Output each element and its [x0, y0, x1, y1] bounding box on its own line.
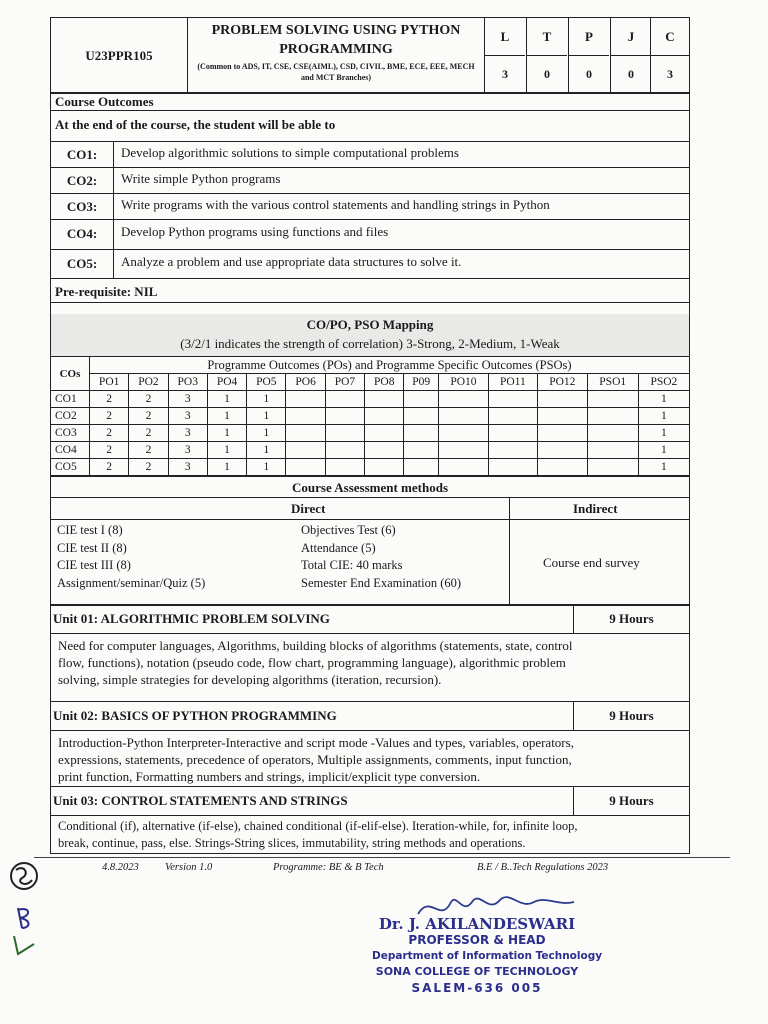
unit-01-content: Need for computer languages, Algorithms, building blocks of algorithms (statements, state, control flow, functions), notation (pseudo code, flow chart, programming language), algorithmic problem solving, simple strategies for developing algorithms (iteration, recursion). [58, 638, 573, 687]
mapping-cell [286, 408, 325, 425]
course-title-cell [188, 18, 485, 93]
stamp-college: SONA COLLEGE OF TECHNOLOGY [375, 965, 579, 978]
mapping-cell: 1 [207, 425, 246, 442]
mapping-cell: 2 [90, 425, 129, 442]
assessment-section [50, 476, 690, 606]
mapping-cell [286, 391, 325, 408]
course-header [50, 17, 690, 94]
mapping-co-label: CO3 [51, 425, 90, 442]
mapping-cell: 3 [168, 442, 207, 459]
outcome-row: CO4: Develop Python programs using functions and files [51, 219, 689, 250]
mapping-cell: 1 [207, 442, 246, 459]
indirect-survey: Course end survey [543, 555, 640, 570]
mapping-cell [365, 391, 404, 408]
mapping-co-label: CO4 [51, 442, 90, 459]
mapping-cell: 3 [168, 459, 207, 476]
stamp-department: Department of Information Technology [372, 950, 603, 962]
mapping-cell: 1 [247, 442, 286, 459]
unit-03-content: Conditional (if), alternative (if-else), chained conditional (if-elif-else). Iteration-while, for, infinite loop, break, continue, pass, else. Strings-String slices, immutability, string methods and operations. [58, 819, 578, 850]
mapping-cell [325, 459, 364, 476]
mapping-cell [325, 391, 364, 408]
mapping-cell [365, 425, 404, 442]
mapping-column-header: PSO1 [587, 374, 638, 391]
mapping-cell [488, 408, 537, 425]
mapping-cell [537, 442, 587, 459]
mapping-cell: 1 [247, 391, 286, 408]
mapping-cell [404, 408, 439, 425]
mapping-subtitle: (3/2/1 indicates the strength of correlation) 3-Strong, 2-Medium, 1-Weak [180, 336, 560, 351]
mapping-cell [404, 442, 439, 459]
stamp-designation: PROFESSOR & HEAD [408, 933, 546, 947]
mapping-cell [439, 459, 489, 476]
direct-label: Direct [291, 501, 326, 516]
assessment-title: Course Assessment methods [292, 480, 448, 495]
mapping-column-header: PO5 [247, 374, 286, 391]
credit-j: J 0 [611, 18, 651, 93]
mapping-cell: 2 [129, 425, 168, 442]
outcome-row: CO5: Analyze a problem and use appropriate data structures to solve it. [51, 249, 689, 279]
unit-01-header: Unit 01: ALGORITHMIC PROBLEM SOLVING 9 Hours [50, 604, 690, 634]
mapping-column-header: PO1 [90, 374, 129, 391]
mapping-cell [587, 408, 638, 425]
mapping-cell [537, 425, 587, 442]
mapping-row [51, 408, 690, 425]
mapping-row [51, 459, 690, 476]
mapping-column-header: PO8 [365, 374, 404, 391]
mapping-column-header: PO3 [168, 374, 207, 391]
mapping-cell [365, 442, 404, 459]
mapping-cell [537, 459, 587, 476]
mapping-cell: 1 [638, 408, 689, 425]
unit-02-header: Unit 02: BASICS OF PYTHON PROGRAMMING 9 Hours [50, 701, 690, 731]
mapping-co-label: CO1 [51, 391, 90, 408]
mapping-cell [404, 391, 439, 408]
course-outcomes-section [50, 92, 690, 315]
outcomes-heading: Course Outcomes [55, 94, 154, 109]
mapping-cell: 2 [90, 459, 129, 476]
mapping-cell [587, 459, 638, 476]
direct-list-right: Objectives Test (6) Attendance (5) Total CIE: 40 marks Semester End Examination (60) [301, 523, 462, 590]
mapping-column-header: PSO2 [638, 374, 689, 391]
cos-header: COs [51, 357, 90, 391]
mapping-cell [325, 408, 364, 425]
mapping-cell: 3 [168, 391, 207, 408]
mapping-cell [404, 459, 439, 476]
mapping-cell: 1 [247, 459, 286, 476]
unit-02-content: Introduction-Python Interpreter-Interactive and script mode -Values and types, variables, operators, expressions, statements, precedence of operators, Multiple assignments, comments, input function, print function, Formatting numbers and strings, implicit/explicit type conversion. [58, 735, 574, 784]
mapping-column-header: PO7 [325, 374, 364, 391]
mapping-cell: 3 [168, 408, 207, 425]
mapping-column-header: PO10 [439, 374, 489, 391]
mapping-cell [587, 425, 638, 442]
mapping-cell [286, 425, 325, 442]
mapping-row [51, 442, 690, 459]
mapping-cell: 2 [129, 391, 168, 408]
mapping-cell [439, 408, 489, 425]
mapping-cell [587, 391, 638, 408]
indirect-label: Indirect [573, 501, 618, 516]
mapping-cell [404, 425, 439, 442]
mapping-row [51, 391, 690, 408]
outcome-row: CO1: Develop algorithmic solutions to simple computational problems [51, 141, 689, 168]
mapping-cell [537, 391, 587, 408]
mapping-cell: 2 [90, 408, 129, 425]
mapping-cell [286, 459, 325, 476]
mapping-cell: 3 [168, 425, 207, 442]
common-to-branches: (Common to ADS, IT, CSE, CSE(AIML), CSD, CIVIL, BME, ECE, EEE, MECH and MCT Branches) [197, 62, 475, 82]
stamp-city: SALEM-636 005 [411, 981, 543, 995]
mapping-cell: 2 [90, 442, 129, 459]
mapping-cell [325, 425, 364, 442]
course-code: U23PPR105 [51, 18, 188, 93]
mapping-cell: 1 [207, 408, 246, 425]
mapping-cell [587, 442, 638, 459]
mapping-cell: 2 [129, 442, 168, 459]
mapping-co-label: CO5 [51, 459, 90, 476]
mapping-cell: 2 [129, 408, 168, 425]
mapping-cell: 2 [90, 391, 129, 408]
mapping-row [51, 425, 690, 442]
mapping-cell [365, 408, 404, 425]
programme-outcomes-header: Programme Outcomes (POs) and Programme Specific Outcomes (PSOs) [90, 357, 690, 374]
stamp-name: Dr. J. AKILANDESWARI [378, 915, 576, 933]
outcome-row: CO2: Write simple Python programs [51, 167, 689, 194]
mapping-co-label: CO2 [51, 408, 90, 425]
mapping-cell [286, 442, 325, 459]
mapping-cell [488, 391, 537, 408]
co-po-mapping-table [50, 356, 690, 476]
mapping-cell [325, 442, 364, 459]
unit-03-header: Unit 03: CONTROL STATEMENTS AND STRINGS 9 Hours [50, 786, 690, 816]
mapping-cell: 1 [207, 391, 246, 408]
mapping-cell: 1 [247, 425, 286, 442]
mapping-column-header: PO11 [488, 374, 537, 391]
mapping-cell: 1 [638, 442, 689, 459]
mapping-cell [439, 391, 489, 408]
mapping-cell [365, 459, 404, 476]
mapping-cell [488, 459, 537, 476]
mapping-cell: 2 [129, 459, 168, 476]
prerequisite: Pre-requisite: NIL [55, 284, 158, 299]
mapping-cell: 1 [638, 459, 689, 476]
footer-date: 4.8.2023 [102, 862, 139, 873]
mapping-cell: 1 [638, 391, 689, 408]
credit-c: C 3 [650, 18, 690, 93]
credit-l: L 3 [485, 18, 525, 93]
mapping-column-header: PO12 [537, 374, 587, 391]
mapping-column-header: PO6 [286, 374, 325, 391]
footer-programme: Programme: BE & B Tech [273, 862, 384, 873]
mapping-column-header: PO2 [129, 374, 168, 391]
hod-stamp [372, 915, 603, 996]
mapping-cell [439, 442, 489, 459]
footer-regulations: B.E / B..Tech Regulations 2023 [477, 862, 609, 873]
credit-t: T 0 [527, 18, 567, 93]
mapping-column-header: PO4 [207, 374, 246, 391]
mapping-title: CO/PO, PSO Mapping [306, 317, 434, 332]
mapping-cell: 1 [247, 408, 286, 425]
mapping-cell [439, 425, 489, 442]
mapping-cell [488, 425, 537, 442]
course-title: PROBLEM SOLVING USING PYTHON PROGRAMMING [211, 23, 461, 57]
handwritten-marks [4, 858, 44, 958]
mapping-title-area [50, 314, 690, 357]
footer-version: Version 1.0 [165, 862, 213, 873]
direct-list-left: CIE test I (8) CIE test II (8) CIE test III (8) Assignment/seminar/Quiz (5) [57, 523, 206, 590]
outcome-row: CO3: Write programs with the various control statements and handling strings in Python [51, 193, 689, 220]
outcomes-intro: At the end of the course, the student will be able to [55, 117, 336, 132]
mapping-cell [488, 442, 537, 459]
mapping-cell [537, 408, 587, 425]
mapping-cell: 1 [638, 425, 689, 442]
mapping-column-header: P09 [404, 374, 439, 391]
credit-p: P 0 [569, 18, 609, 93]
mapping-cell: 1 [207, 459, 246, 476]
